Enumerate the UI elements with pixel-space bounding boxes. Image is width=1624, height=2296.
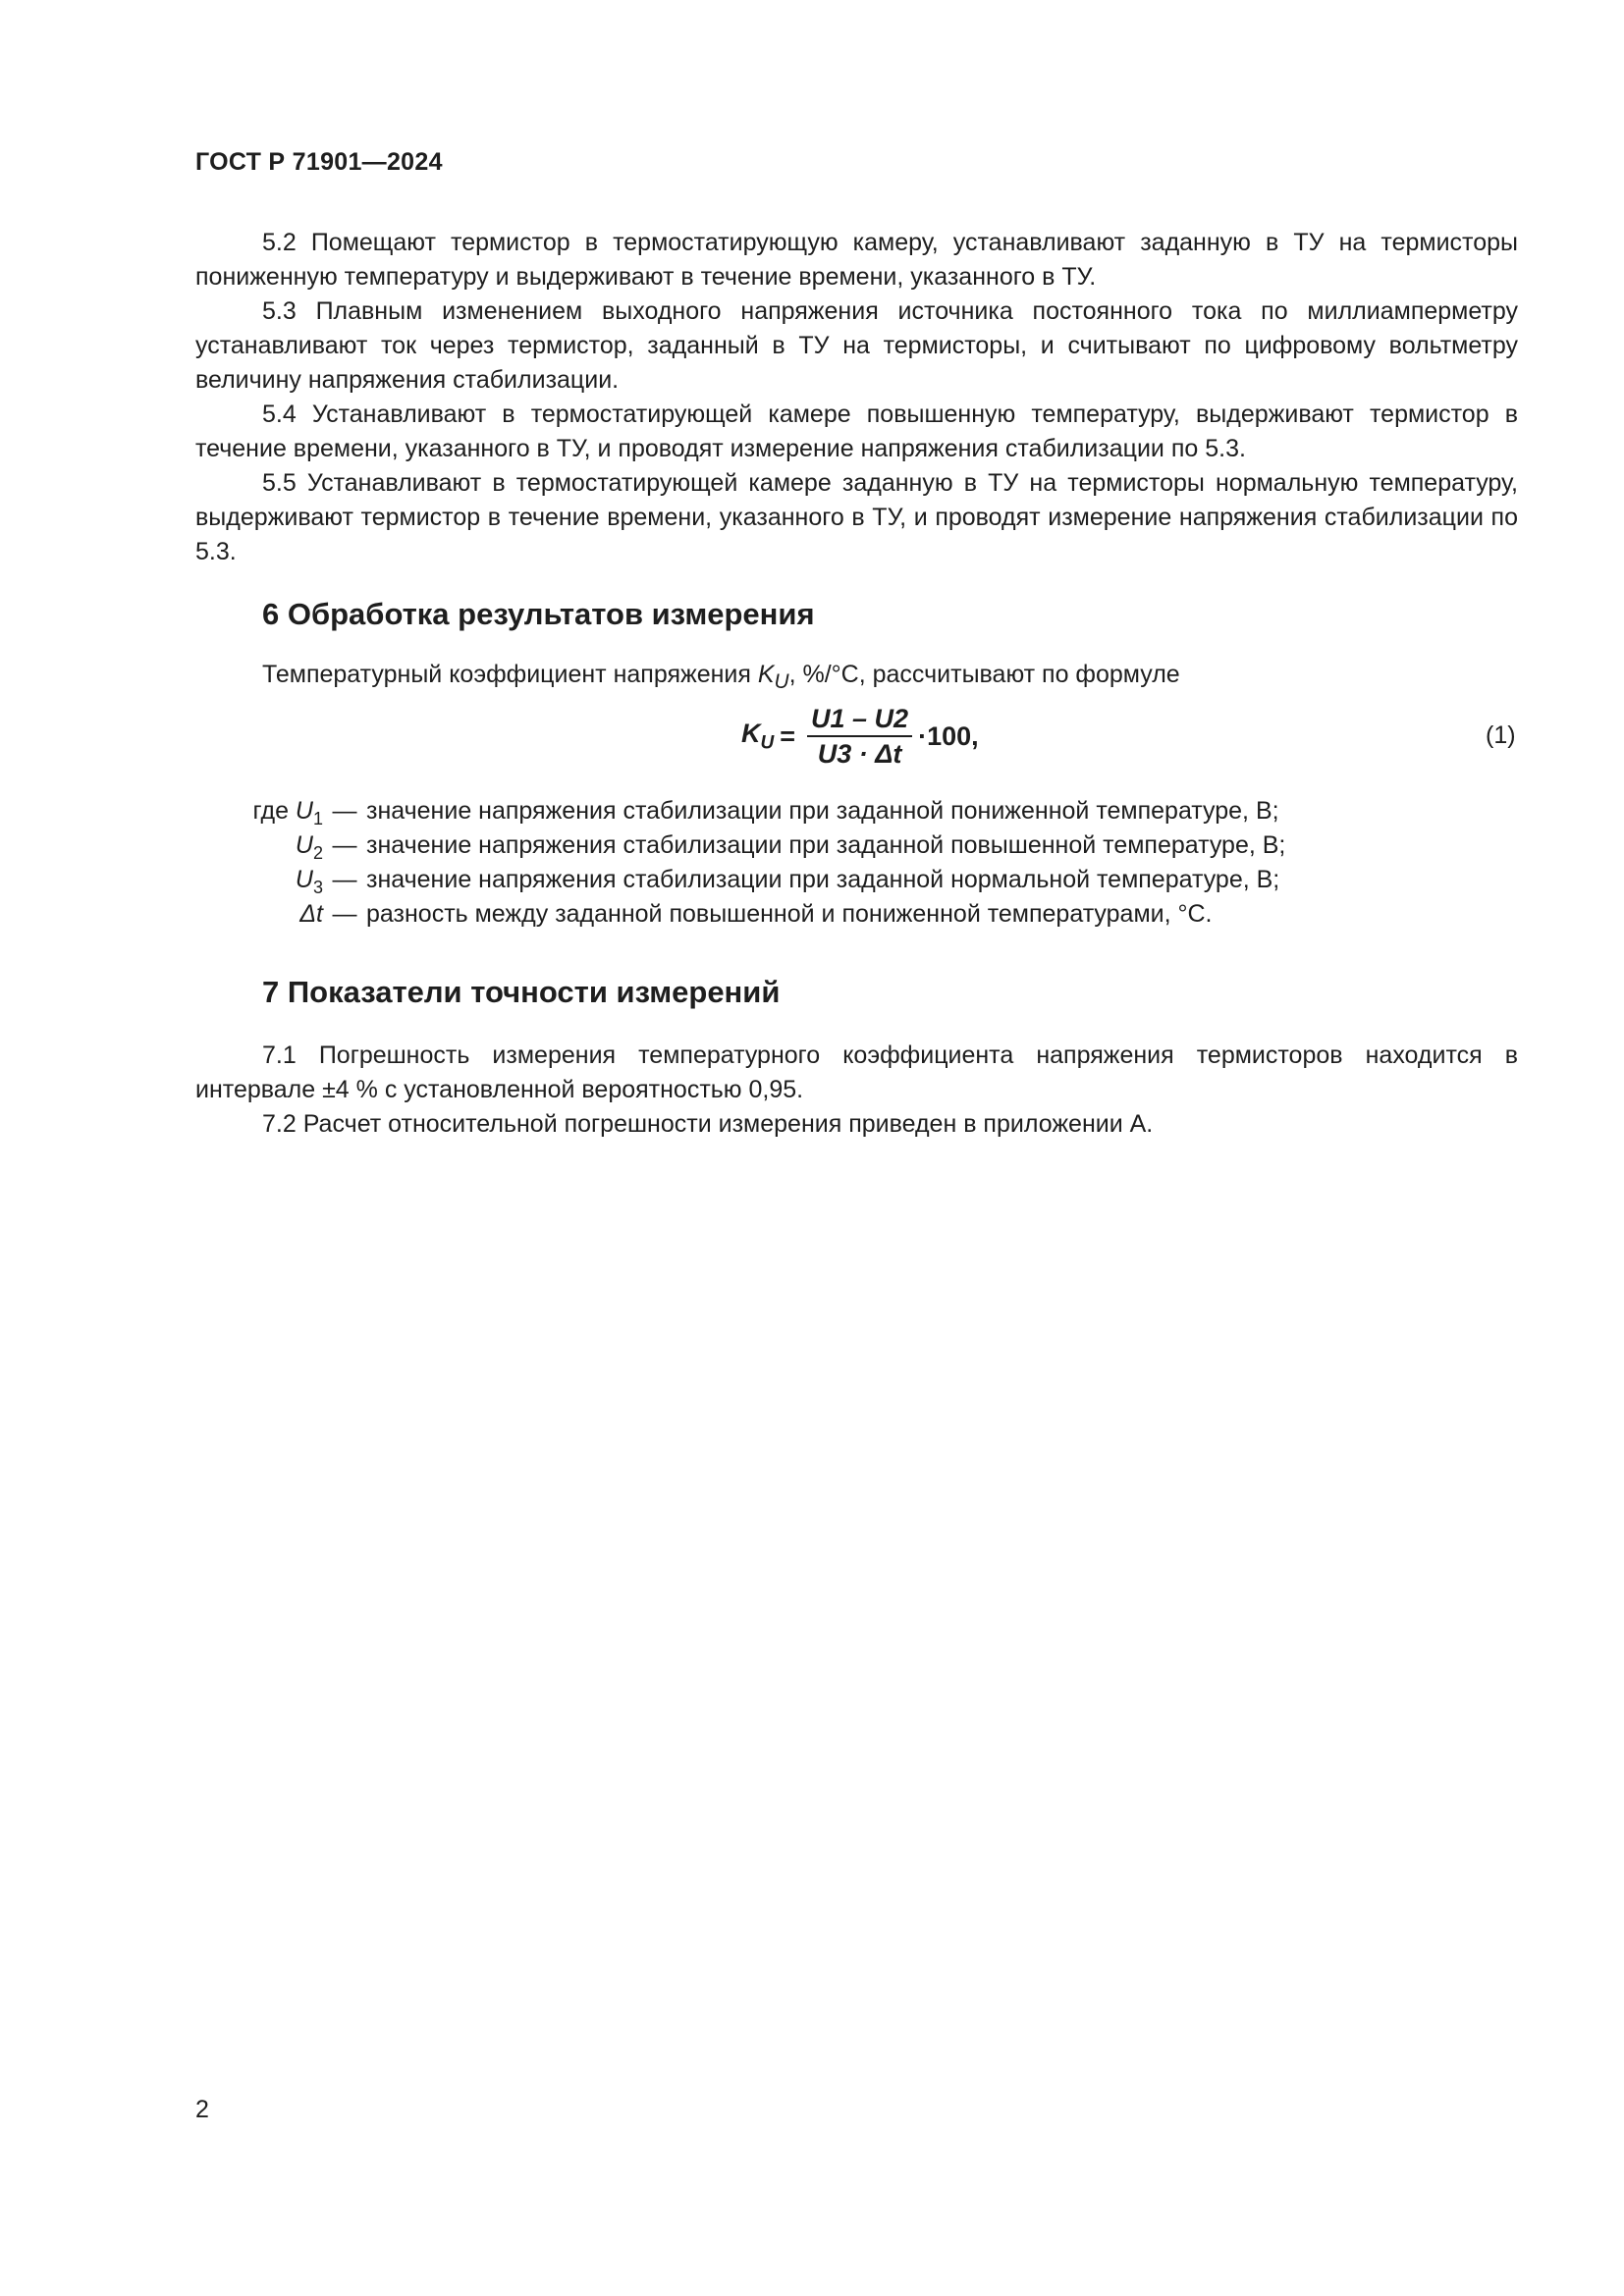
formula-intro-after: , %/°C, рассчитывают по формуле [788, 661, 1180, 688]
section-7-heading: 7 Показатели точности измерений [262, 975, 781, 1009]
section-6-heading: 6 Обработка результатов измерения [262, 597, 815, 631]
section-5-text [195, 226, 1518, 569]
paragraph-5-5: 5.5 Устанавливают в термостатирующей камере заданную в ТУ на термисторы нормальную температуру, выдерживают термистор в течение времени, указанного в ТУ, и проводят измерение напряжения стабилизации по 5.3. [195, 469, 1518, 565]
formula-intro-before: Температурный коэффициент напряжения [262, 661, 758, 688]
document-header: ГОСТ Р 71901—2024 [195, 148, 443, 176]
formula-fraction [807, 704, 912, 769]
paragraph-5-2: 5.2 Помещают термистор в термостатирующую камеру, устанавливают заданную в ТУ на термисторы пониженную температуру и выдерживают в течение времени, указанного в ТУ. [195, 229, 1518, 291]
formula-lhs: $K_U$ [741, 718, 775, 754]
paragraph-5-4: 5.4 Устанавливают в термостатирующей камере повышенную температуру, выдерживают термистор в течение времени, указанного в ТУ, и проводят измерение напряжения стабилизации по 5.3. [195, 400, 1518, 462]
paragraph-7-1: 7.1 Погрешность измерения температурного коэффициента напряжения термисторов находится в интервале ±4 % с установленной вероятностью 0,95. [195, 1041, 1518, 1103]
where-item: $U_2$ — значение напряжения стабилизации при заданной повышенной температуре, В; [295, 831, 1286, 863]
page-number: 2 [195, 2096, 209, 2123]
where-list [195, 794, 1285, 932]
formula-intro-symbol-sub: U [774, 670, 789, 693]
formula-1 [741, 702, 979, 771]
where-item: $U_3$ — значение напряжения стабилизации при заданной нормальной температуре, В; [295, 866, 1280, 897]
paragraph-7-2: 7.2 Расчет относительной погрешности измерения приведен в приложении А. [262, 1110, 1154, 1138]
where-item: Δt — разность между заданной повышенной и пониженной температурами, °C. [299, 900, 1213, 928]
formula-intro [262, 661, 1180, 694]
paragraph-5-3: 5.3 Плавным изменением выходного напряжения источника постоянного тока по миллиамперметру устанавливают ток через термистор, заданный в ТУ на термисторы, и считывают по цифровому вольтметру величину напряжения стабилизации. [195, 297, 1518, 394]
formula-multiplier: ·100, [918, 721, 979, 751]
where-item: где $U_1$ — значение напряжения стабилизации при заданной пониженной температуре, В; [252, 797, 1279, 828]
formula-equals: = [780, 721, 796, 751]
formula-denominator: U3 · Δt [817, 739, 902, 769]
formula-numerator: U1 – U2 [807, 704, 912, 737]
section-7-text [195, 1039, 1518, 1142]
formula-number: (1) [1486, 721, 1516, 749]
formula-intro-symbol: K [757, 661, 775, 688]
